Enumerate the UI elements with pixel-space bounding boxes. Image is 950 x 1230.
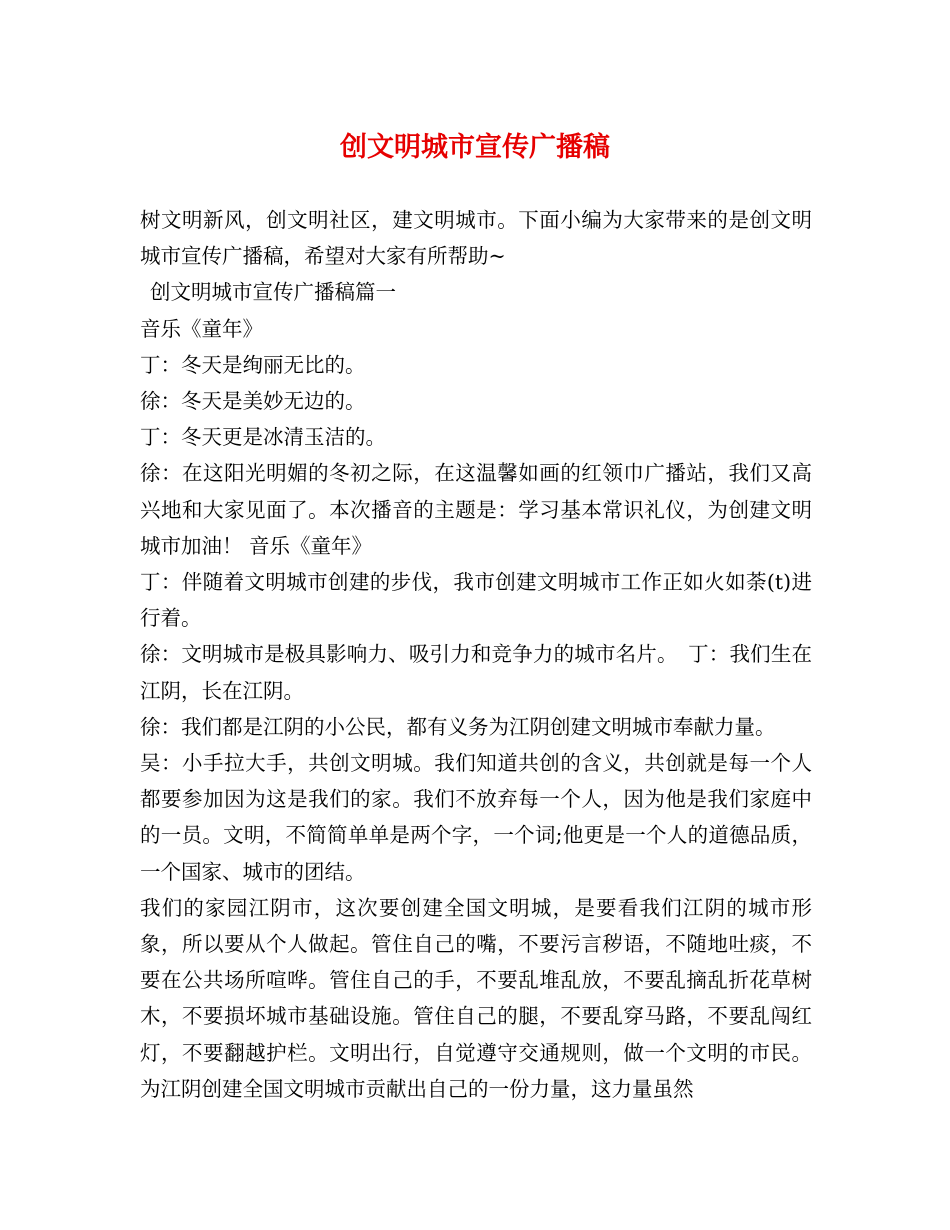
paragraph-dialogue: 徐：我们都是江阴的小公民，都有义务为江阴创建文明城市奉献力量。 xyxy=(140,714,776,739)
paragraph-intro: 树文明新风，创文明社区，建文明城市。下面小编为大家带来的是创文明城市宣传广播稿，希望对大家有所帮助~ xyxy=(140,208,812,269)
paragraph-dialogue: 丁：伴随着文明城市创建的步伐，我市创建文明城市工作正如火如荼(t)进行着。 xyxy=(140,570,812,631)
document-title: 创文明城市宣传广播稿 xyxy=(340,132,610,163)
paragraph-music-cue: 音乐《童年》 xyxy=(140,316,263,341)
paragraph-dialogue: 吴：小手拉大手，共创文明城。我们知道共创的含义，共创就是每一个人都要参加因为这是我们的家。我们不放弃每一个人，因为他是我们家庭中的一员。文明，不简简单单是两个字，一个词;他更是一个人的道德品质，一个国家、城市的团结。 xyxy=(140,751,812,884)
document-body xyxy=(140,202,812,1107)
paragraph-dialogue: 徐：文明城市是极具影响力、吸引力和竞争力的城市名片。 丁：我们生在江阴，长在江阴。 xyxy=(140,642,812,703)
paragraph-body: 我们的家园江阴市，这次要创建全国文明城，是要看我们江阴的城市形象，所以要从个人做起。管住自己的嘴，不要污言秽语，不随地吐痰，不要在公共场所喧哗。管住自己的手，不要乱堆乱放，不要乱摘乱折花草树木，不要损坏城市基础设施。管住自己的腿，不要乱穿马路，不要乱闯红灯，不要翻越护栏。文明出行，自觉遵守交通规则，做一个文明的市民。为江阴创建全国文明城市贡献出自己的一份力量，这力量虽然 xyxy=(140,895,812,1101)
paragraph-dialogue: 丁：冬天是绚丽无比的。 xyxy=(140,352,366,377)
paragraph-dialogue: 丁：冬天更是冰清玉洁的。 xyxy=(140,425,386,450)
paragraph-dialogue: 徐：在这阳光明媚的冬初之际，在这温馨如画的红领巾广播站，我们又高兴地和大家见面了。本次播音的主题是：学习基本常识礼仪，为创建文明城市加油！ 音乐《童年》 xyxy=(140,461,812,558)
paragraph-dialogue: 徐：冬天是美妙无边的。 xyxy=(140,389,366,414)
section-heading: 创文明城市宣传广播稿篇一 xyxy=(150,280,396,305)
